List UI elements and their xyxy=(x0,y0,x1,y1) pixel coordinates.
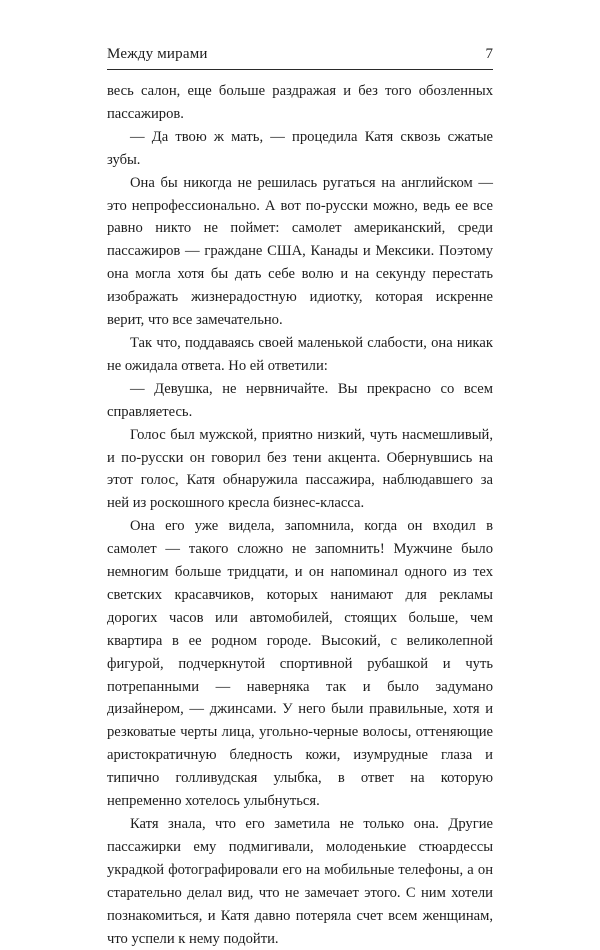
paragraph: Она бы никогда не решилась ругаться на английском — это непрофессионально. А вот по-русски можно, ведь ее все равно никто не поймет: самолет американский, среди пассажиров — граждане США, Канады и Мексики. Поэтому она могла хотя бы дать себе волю и на секунду перестать изображать жизнерадостную идиотку, которая искренне верит, что все замечательно. xyxy=(107,174,493,329)
body-text xyxy=(107,80,493,950)
header-rule xyxy=(107,69,493,70)
page-number: 7 xyxy=(485,46,493,62)
running-title: Между мирами xyxy=(107,46,208,62)
paragraph: Она его уже видела, запомнила, когда он входил в самолет — такого сложно не запомнить! Мужчине было немногим больше тридцати, и он напоминал одного из тех светских красавчиков, которых нанимают для рекламы дорогих часов или автомобилей, стоящих больше, чем квартира в ее родном городе. Высокий, с великолепной фигурой, подчеркнутой спортивной рубашкой и чуть потрепанными — наверняка так и было задумано дизайнером, — джинсами. У него были правильные, хотя и резковатые черты лица, угольно-черные волосы, оттеняющие аристократичную бледность кожи, изумрудные глаза и типично голливудская улыбка, в ответ на которую непременно хотелось улыбнуться. xyxy=(107,518,493,810)
paragraph-continuation: весь салон, еще больше раздражая и без того обозленных пассажиров. xyxy=(107,83,493,122)
running-head xyxy=(107,46,493,66)
paragraph: Так что, поддаваясь своей маленькой слабости, она никак не ожидала ответа. Но ей ответили: xyxy=(107,334,493,374)
paragraph: Голос был мужской, приятно низкий, чуть насмешливый, и по-русски он говорил без тени акцента. Обернувшись на этот голос, Катя обнаружила пассажира, наблюдавшего за ней из роскошного кресла бизнес-класса. xyxy=(107,426,493,512)
paragraph-dialogue-katya: — Да твою ж мать, — процедила Катя сквозь сжатые зубы. xyxy=(107,128,493,168)
paragraph-dialogue-stranger: — Девушка, не нервничайте. Вы прекрасно со всем справляетесь. xyxy=(107,380,493,420)
paragraph: Катя знала, что его заметила не только она. Другие пассажирки ему подмигивали, молоденькие стюардессы украдкой фотографировали его на мобильные телефоны, а он старательно делал вид, что не замечает этого. С ним хотели познакомиться, и Катя давно потеряла счет всем женщинам, что успели к нему подойти. xyxy=(107,816,493,947)
